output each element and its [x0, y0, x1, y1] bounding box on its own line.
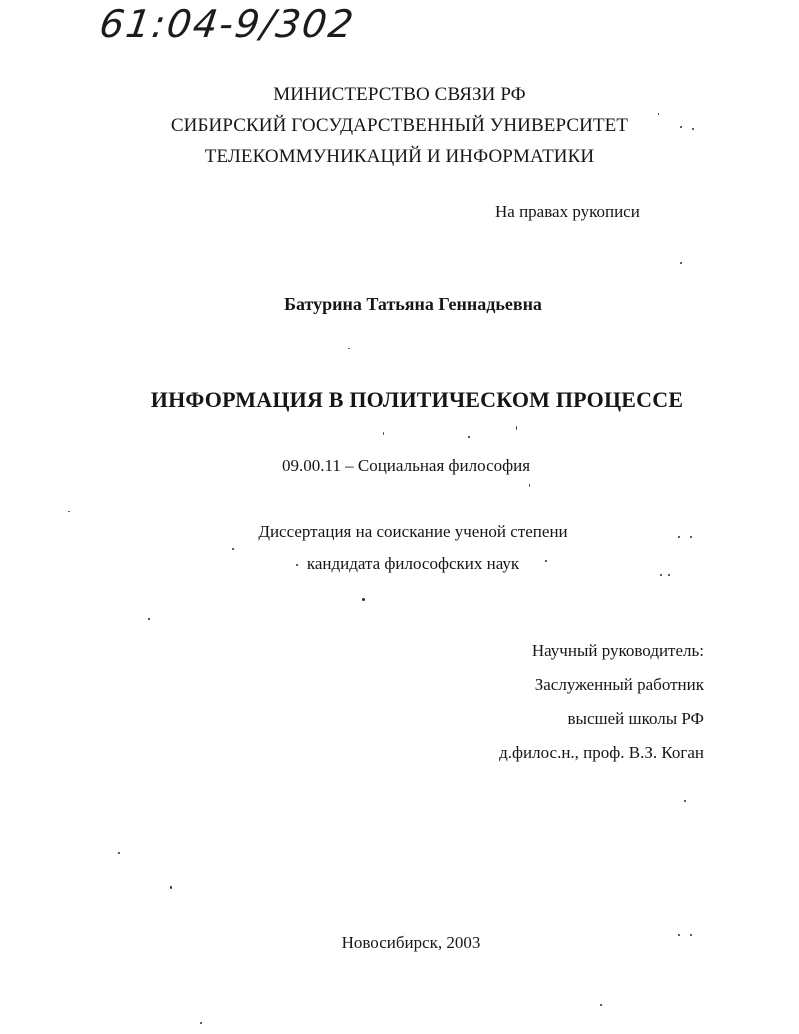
degree-line-1: Диссертация на соискание ученой степени: [258, 522, 568, 541]
scan-speck: [383, 432, 384, 435]
manuscript-rights-note: На правах рукописи: [495, 202, 640, 221]
scan-speck: [668, 574, 670, 576]
scan-speck: [170, 886, 172, 889]
supervisor-title-2: высшей школы РФ: [567, 709, 704, 728]
scan-speck: [362, 598, 365, 601]
ministry-line: МИНИСТЕРСТВО СВЯЗИ РФ: [273, 84, 526, 105]
scan-speck: [545, 560, 547, 562]
degree-statement: [0, 516, 799, 580]
scan-speck: [516, 426, 517, 430]
scan-speck: [692, 128, 694, 130]
scan-speck: [148, 618, 150, 620]
scan-speck: [118, 852, 120, 854]
scan-speck: [684, 800, 686, 802]
university-line-2: ТЕЛЕКОММУНИКАЦИЙ И ИНФОРМАТИКИ: [204, 146, 595, 167]
archive-number-handwritten: 61:04-9/302: [96, 2, 358, 46]
supervisor-heading: Научный руководитель:: [531, 641, 704, 660]
scan-speck: [678, 536, 680, 538]
scan-speck: [68, 511, 70, 512]
scan-speck: [690, 536, 692, 538]
scan-speck: [680, 262, 682, 264]
city-year: Новосибирск, 2003: [341, 933, 481, 952]
degree-line-2: кандидата философских наук: [306, 554, 520, 573]
scan-speck: [658, 113, 659, 115]
scan-speck: [600, 1004, 602, 1006]
scan-speck: [690, 934, 692, 936]
specialty-code: 09.00.11 – Социальная философия: [282, 456, 531, 475]
scan-speck: [232, 548, 234, 550]
scan-speck: [296, 564, 298, 566]
supervisor-name: д.филос.н., проф. В.З. Коган: [499, 743, 704, 762]
scan-speck: [348, 348, 350, 349]
scan-speck: [200, 1022, 202, 1024]
university-line-1: СИБИРСКИЙ ГОСУДАРСТВЕННЫЙ УНИВЕРСИТЕТ: [170, 115, 629, 136]
scan-speck: [529, 484, 530, 487]
supervisor-block: [499, 634, 704, 770]
scan-speck: [678, 934, 680, 936]
supervisor-title-1: Заслуженный работник: [534, 675, 704, 694]
dissertation-title: ИНФОРМАЦИЯ В ПОЛИТИЧЕСКОМ ПРОЦЕССЕ: [150, 387, 684, 412]
author-name: Батурина Татьяна Геннадьевна: [284, 294, 542, 314]
scan-speck: [660, 574, 662, 576]
scan-speck: [680, 126, 682, 128]
scan-speck: [468, 436, 470, 438]
